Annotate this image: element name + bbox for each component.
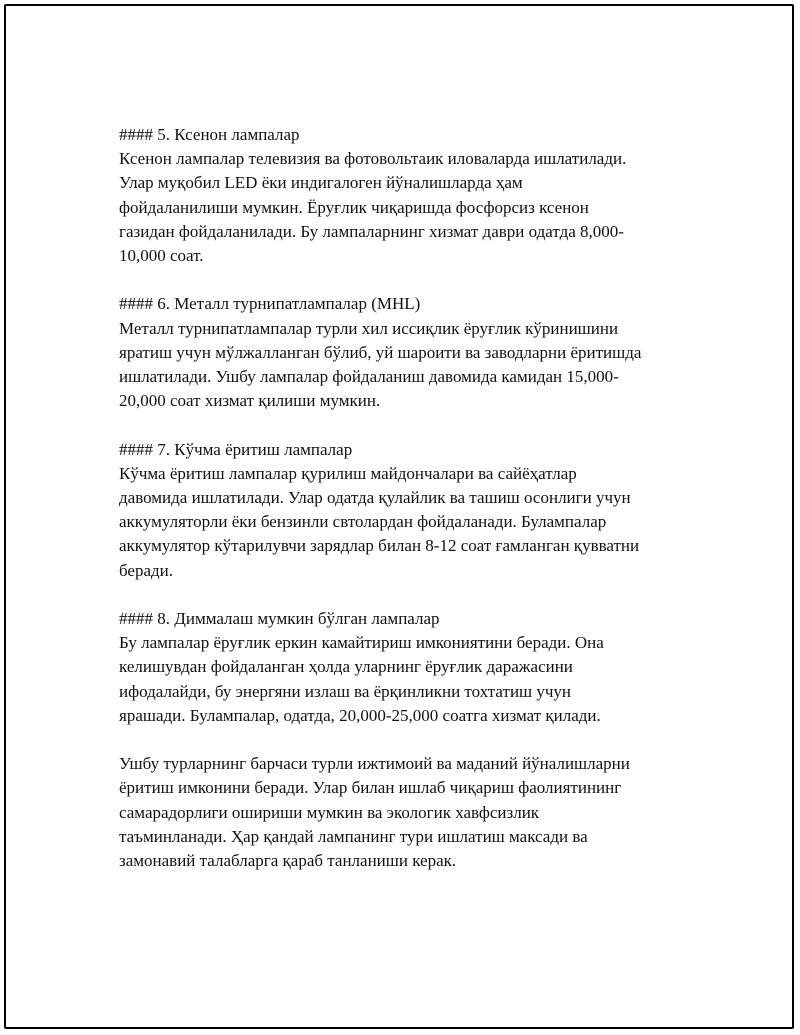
document-body <box>119 123 699 897</box>
section-dimmable-lamps <box>119 607 699 728</box>
text-line: 10,000 соат. <box>119 246 204 266</box>
text-line: газидан фойдаланилади. Бу лампаларнинг хизмат даври одатда 8,000- <box>119 221 624 241</box>
section-portable-lamps <box>119 438 699 583</box>
text-line: давомида ишлатилади. Улар одатда қулайлик ва ташиш осонлиги учун <box>119 488 631 508</box>
text-line: аккумулятор кўтарилувчи зарядлар билан 8-12 соат ғамланган қувватни <box>119 536 640 556</box>
text-line: Кўчма ёритиш лампалар қурилиш майдончалари ва сайёҳатлар <box>119 463 577 483</box>
text-line: Бу лампалар ёруғлик еркин камайтириш имкониятини беради. Она <box>119 633 604 653</box>
text-line: ярашади. Булампалар, одатда, 20,000-25,000 соатга хизмат қилади. <box>119 705 601 725</box>
text-line: Ушбу турларнинг барчаси турли ижтимоий ва маданий йўналишларни <box>119 754 630 774</box>
text-line: ишлатилади. Ушбу лампалар фойдаланиш давомида камидан 15,000- <box>119 367 619 387</box>
text-line: келишувдан фойдаланган ҳолда уларнинг ёруғлик даражасини <box>119 657 573 677</box>
text-line: яратиш учун мўлжалланган бўлиб, уй шароити ва заводларни ёритишда <box>119 342 642 362</box>
text-line: аккумуляторли ёки бензинли свтолардан фойдаланади. Булампалар <box>119 512 607 532</box>
text-line: замонавий талабларга қараб танланиши керак. <box>119 851 457 871</box>
text-line: Улар муқобил LED ёки индигалоген йўналишларда ҳам <box>119 173 523 193</box>
section-conclusion <box>119 752 699 873</box>
text-line: 20,000 соат хизмат қилиши мумкин. <box>119 391 381 411</box>
text-line: самарадорлиги ошириши мумкин ва экологик хавфсизлик <box>119 802 540 822</box>
text-line: Металл турнипатлампалар турли хил иссиқлик ёруғлик кўринишини <box>119 318 619 338</box>
section-heading: #### 5. Ксенон лампалар <box>119 125 300 144</box>
text-line: ифодалайди, бу энергяни излаш ва ёрқинликни тохтатиш учун <box>119 681 572 701</box>
section-metal-halide-lamps <box>119 292 699 413</box>
text-line: таъминланади. Ҳар қандай лампанинг тури ишлатиш максади ва <box>119 826 588 846</box>
text-line: фойдаланилиши мумкин. Ёруғлик чиқаришда фосфорсиз ксенон <box>119 197 589 217</box>
text-line: Ксенон лампалар телевизия ва фотовольтаик иловаларда ишлатилади. <box>119 149 627 169</box>
section-heading: #### 7. Кўчма ёритиш лампалар <box>119 439 353 459</box>
text-line: беради. <box>119 560 174 580</box>
section-xenon-lamps <box>119 123 699 268</box>
document-page <box>4 4 794 1029</box>
section-heading: #### 6. Металл турнипатлампалар (MHL) <box>119 294 421 314</box>
section-heading: #### 8. Диммалаш мумкин бўлган лампалар <box>119 609 440 629</box>
text-line: ёритиш имконини беради. Улар билан ишлаб чиқариш фаолиятининг <box>119 778 622 798</box>
